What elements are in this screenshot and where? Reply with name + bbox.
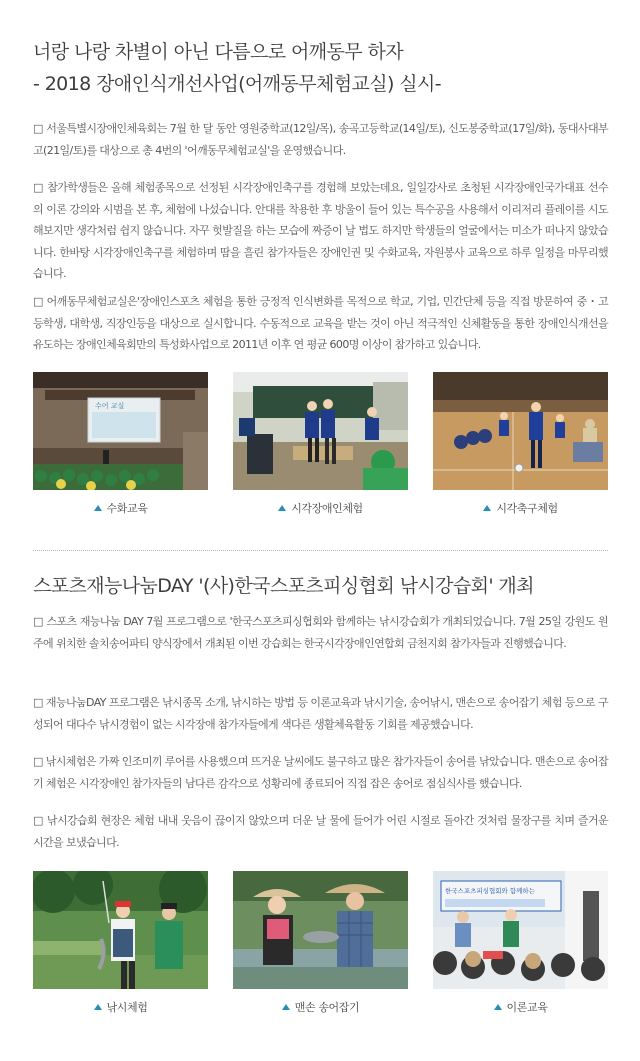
section1-paragraph-2: □ 참가학생들은 올해 체험종목으로 선정된 시각장애인축구를 경험해 보았는데요, 일일강사로 초청된 시각장애인국가대표 선수의 이론 강의와 시범을 본 후, 체험에 나섰습니다. 안대를 착용한 후 방울이 들어 있는 특수공을 사용해서 이리저리 플레이를 시도해보지만 생각처럼 쉽지 않습니다. 자꾸 헛발질을 하는 모습에 짜증이 날 법도 하지만 학생들의 얼굴에서는 미소가 떠나지 않았습니다. 한바탕 시각장애인축구를 체험하며 땀을 흘린 참가자들은 장애인권 및 수화교육, 자원봉사 교육으로 하루 일정을 마무리했습니다. (33, 181, 608, 280)
triangle-up-icon (94, 505, 102, 511)
photo-fishing-caption: 낚시체험 (33, 999, 208, 1015)
photo-sign-language-caption: 수화교육 (33, 500, 208, 516)
triangle-up-icon (282, 1004, 290, 1010)
section1-paragraph-1: □ 서울특별시장애인체육회는 7월 한 달 동안 영원중학교(12일/목), 송곡고등학교(14일/토), 신도봉중학교(17일/화), 동대사대부고(21일/토)를 대상으로 총 4번의 '어깨동무체험교실'을 운영했습니다. (33, 122, 608, 157)
banner-text: 한국스포츠피싱협회와 함께하는 (445, 887, 535, 895)
section-fishing (33, 571, 608, 1014)
photo-fishing (33, 871, 208, 1015)
photo-visual-impairment (233, 372, 408, 516)
photo-blind-football (433, 372, 608, 516)
photo-handcatch-caption: 맨손 송어잡기 (233, 999, 408, 1015)
section2-paragraph-3: □ 낚시체험은 가짜 인조미끼 루어를 사용했으며 뜨거운 날씨에도 불구하고 많은 참가자들이 송어를 낚았습니다. 맨손으로 송어잡기 체험은 시각장애인 참가자들의 남다른 감각으로 성황리에 종료되어 직접 잡은 송어로 점심식사를 했습니다. (33, 755, 608, 790)
section2-paragraph-4: □ 낚시강습회 현장은 체험 내내 웃음이 끊이지 않았으며 더운 날 물에 들어가 어린 시절로 돌아간 것처럼 물장구를 치며 즐거운 시간을 보냈습니다. (33, 814, 608, 849)
photo-theory-caption: 이론교육 (433, 999, 608, 1015)
photo-theory-image (433, 871, 608, 989)
section-divider (33, 550, 608, 551)
section2-paragraph-2: □ 재능나눔DAY 프로그램은 낚시종목 소개, 낚시하는 방법 등 이론교육과 낚시기술, 송어낚시, 맨손으로 송어잡기 체험 등으로 구성되어 대다수 낚시경험이 없는 시각장애 참가자들에게 색다른 생활체육활동 기회를 제공했습니다. (33, 696, 608, 731)
photo-handcatch-image (233, 871, 408, 989)
photo-visual-impairment-caption: 시각장애인체험 (233, 500, 408, 516)
photo-blind-football-caption: 시각축구체험 (433, 500, 608, 516)
section2-title: 스포츠재능나눔DAY '(사)한국스포츠피싱협회 낚시강습회' 개최 (33, 575, 534, 597)
photo-theory (433, 871, 608, 1015)
section2-paragraph-1: □ 스포츠 재능나눔 DAY 7월 프로그램으로 '한국스포츠피싱협회와 함께하는 낚시강습회가 개최되었습니다. 7월 25일 강원도 원주에 위치한 솔치송어파티 양식장에서 개최된 이번 강습회는 한국시각장애인연합회 금천지회 참가자들과 진행했습니다. (33, 615, 608, 650)
triangle-up-icon (494, 1004, 502, 1010)
photo-handcatch (233, 871, 408, 1015)
photo-fishing-image (33, 871, 208, 989)
slide-text: 수어 교실 (95, 402, 125, 410)
section1-title (33, 36, 608, 100)
photo-sign-language-image (33, 372, 208, 490)
triangle-up-icon (94, 1004, 102, 1010)
photo-visual-impairment-image (233, 372, 408, 490)
triangle-up-icon (483, 505, 491, 511)
section1-title-line1: 너랑 나랑 차별이 아닌 다름으로 어깨동무 하자 (33, 41, 403, 63)
photo-sign-language (33, 372, 208, 516)
section2-photo-row (33, 871, 608, 1015)
photo-blind-football-image (433, 372, 608, 490)
section1-title-line2: - 2018 장애인식개선사업(어깨동무체험교실) 실시- (33, 73, 441, 95)
triangle-up-icon (278, 505, 286, 511)
section1-photo-row (33, 372, 608, 516)
section1-paragraph-3: □ 어깨동무체험교실은'장애인스포츠 체험을 통한 긍정적 인식변화를 목적으로 학교, 기업, 민간단체 등을 직접 방문하여 중・고등학생, 대학생, 직장인등을 대상으로 실시합니다. 수동적으로 교육을 받는 것이 아닌 적극적인 신체활동을 통한 장애인식개선을 유도하는 장애인체육회만의 특성화사업으로 2011년 이후 연 평균 600명 이상이 참가하고 있습니다. (33, 295, 608, 351)
section-eoggae (33, 36, 608, 515)
